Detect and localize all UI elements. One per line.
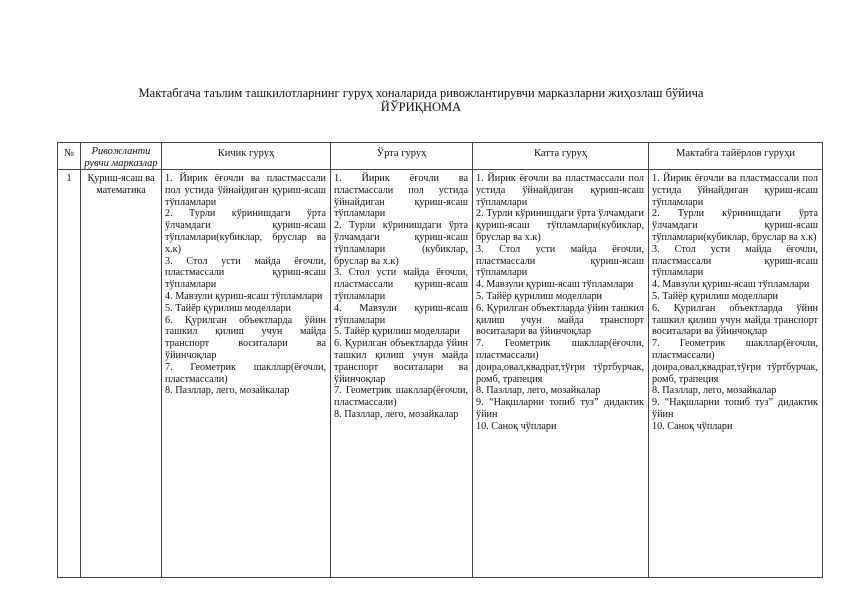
row-number: 1: [58, 170, 81, 578]
list-item: 6. Қурилган объектларда ўйин ташкил қилиш учун майда транспорт воситалари ва ўйинчоқлар: [165, 314, 326, 361]
table-header-row: [58, 143, 823, 170]
list-item: 4. Мавзули қуриш-ясаш тўпламлари: [476, 279, 634, 291]
list-item: 7. Геометрик шакллар(ёғочли, пластмассали): [165, 361, 326, 385]
junior-group-items: [162, 170, 331, 578]
list-item: 3. Стол усти майда ёғочли, пластмассали қуриш-ясаш тўпламлари: [652, 243, 818, 279]
middle-group-items: [331, 170, 473, 578]
header-preparatory-group: Мактабга тайёрлов гуруҳи: [649, 143, 823, 170]
header-middle-group: Ўрта гуруҳ: [331, 143, 473, 170]
list-item: 6. Қурилган объектларда ўйин ташкил қилиш учун майда транспорт воситалари ва ўйинчоқлар: [652, 302, 818, 338]
list-item: 1. Йирик ёғочли ва пластмассали пол устида ўйнайдиган қуриш-ясаш тўпламлари: [652, 173, 818, 208]
list-item: 8. Пазллар, лего, мозайкалар: [334, 408, 459, 420]
list-item: 5. Тайёр қурилиш моделлари: [476, 290, 602, 302]
list-item: 9. “Нақшларни топиб туз” дидактик ўйин: [476, 397, 644, 420]
list-item: 2. Турли кўринишдаги ўрта ўлчамдаги қуриш-ясаш тўпламлари(кубиклар, бруслар ва х.к): [652, 208, 818, 243]
list-item: 5. Тайёр қурилиш моделлари: [334, 326, 460, 338]
list-item: 3. Стол усти майда ёғочли, пластмассали қуриш-ясаш тўпламлари: [165, 255, 326, 291]
list-item: 8. Пазллар, лего, мозайкалар: [165, 385, 290, 397]
list-item: 2. Турли кўринишдаги ўрта ўлчамдаги қуриш-ясаш тўпламлари (кубиклар, бруслар ва х.к): [334, 220, 468, 267]
list-item: 5. Тайёр қурилиш моделлари: [652, 290, 778, 302]
list-item: 5. Тайёр қурилиш моделлари: [165, 302, 291, 314]
list-item: 7. Геометрик шакллар(ёғочли, пластмассали): [334, 385, 468, 409]
list-item: 4. Мавзули қуриш-ясаш тўпламлари: [334, 302, 468, 326]
header-senior-group: Катта гуруҳ: [473, 143, 649, 170]
list-item: 2. Турли кўринишдаги ўрта ўлчамдаги қуриш-ясаш тўпламлари(кубиклар, бруслар ва х.к): [476, 208, 644, 243]
senior-group-items: [473, 170, 649, 578]
list-item: 8. Пазллар, лего, мозайкалар: [652, 385, 777, 397]
list-item: 4. Мавзули қуриш-ясаш тўпламлари: [652, 279, 810, 291]
list-item: 1. Йирик ёғочли ва пластмассали пол устида ўйнайдиган қуриш-ясаш тўпламлари: [165, 173, 326, 208]
list-item: 1. Йирик ёғочли ва пластмассали пол устида ўйнайдиган қуриш-ясаш тўпламлари: [476, 173, 644, 208]
list-item: 6. Қурилган объектларда ўйин ташкил қилиш учун майда транспорт воситалари ва ўйинчоқлар: [334, 338, 468, 385]
header-junior-group: Кичик гуруҳ: [162, 143, 331, 170]
header-development-centers: Ривожланти рувчи марказлар: [81, 143, 162, 170]
equipment-table: [57, 142, 823, 578]
list-item: 2. Турли кўринишдаги ўрта ўлчамдаги қуриш-ясаш тўпламлари(кубиклар, бруслар ва х.к): [165, 208, 326, 255]
list-item: 10. Саноқ чўплари: [652, 420, 733, 432]
list-item: 6. Қурилган объектларда ўйин ташкил қилиш учун майда транспорт воситалари ва ўйинчоқлар: [476, 302, 644, 338]
list-item: 7. Геометрик шакллар(ёғочли, пластмассали) доира,овал,квадрат,тўғри тўртбурчак, ромб, трапеция: [476, 338, 644, 385]
list-item: 3. Стол усти майда ёғочли, пластмассали қуриш-ясаш тўпламлари: [476, 243, 644, 279]
list-item: 7. Геометрик шакллар(ёғочли, пластмассали) доира,овал,квадрат,тўғри тўртбурчак, ромб, трапеция: [652, 338, 818, 385]
preparatory-group-items: [649, 170, 823, 578]
row-center-name: Қуриш-ясаш ва математика: [81, 170, 162, 578]
table-row: [58, 170, 823, 578]
document-title: Мактабгача таълим ташкилотларнинг гуруҳ хоналарида ривожлантирувчи марказларни жиҳозлаш бўйича: [138, 86, 704, 100]
list-item: 4. Мавзули қуриш-ясаш тўпламлари: [165, 290, 323, 302]
document-subtitle: ЙЎРИҚНОМА: [380, 100, 462, 114]
list-item: 3. Стол усти майда ёғочли, пластмассали қуриш-ясаш тўпламлари: [334, 267, 468, 302]
list-item: 8. Пазллар, лего, мозайкалар: [476, 385, 601, 397]
header-number: №: [58, 143, 81, 170]
list-item: 9. “Нақшларни топиб туз” дидактик ўйин: [652, 397, 818, 420]
list-item: 10. Саноқ чўплари: [476, 420, 557, 432]
list-item: 1. Йирик ёғочли ва пластмассали пол устида ўйнайдиган қуриш-ясаш тўпламлари: [334, 173, 468, 220]
